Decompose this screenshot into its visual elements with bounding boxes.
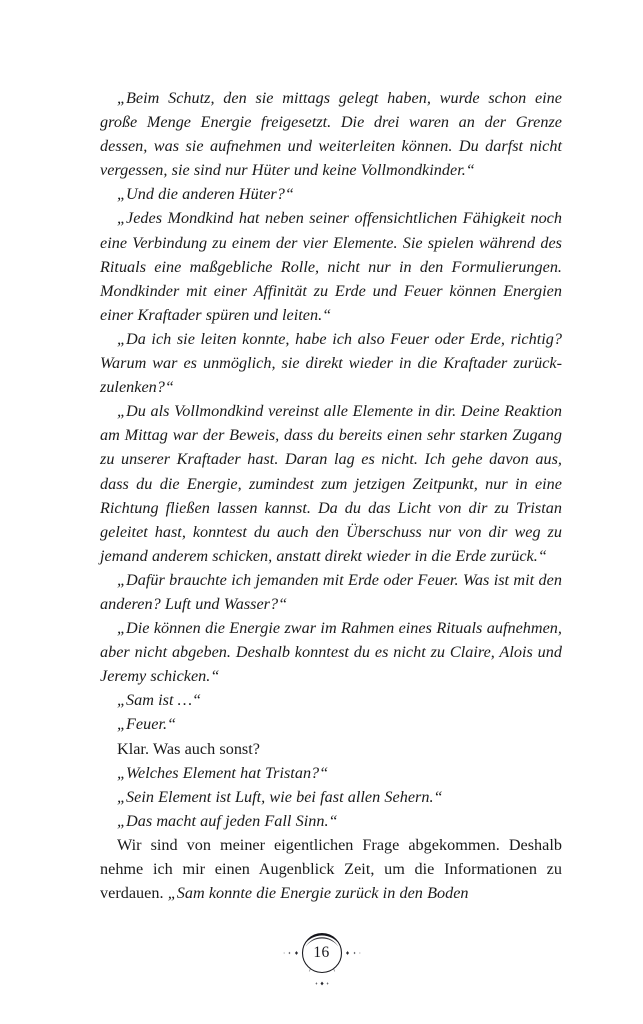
paragraph-dialogue-9: „Feuer.“ — [117, 715, 177, 734]
paragraph-dialogue-12: „Das macht auf jeden Fall Sinn.“ — [117, 811, 338, 830]
crescent-moon-circle-icon — [262, 922, 382, 1002]
sparkle-right-icon — [346, 951, 361, 955]
paragraph-dialogue-8: „Sam ist …“ — [117, 691, 202, 710]
paragraph-narration-2-roman: Wir sind von meiner eigentlichen Frage abgekommen. Deshalb nehme ich mir einen Augenblick Zeit, um die Informationen zu verdauen. — [100, 835, 562, 903]
paragraph-narration-1: Klar. Was auch sonst? — [117, 739, 260, 758]
paragraph-narration-2-italic: „Sam konnte die Energie zurück in den Boden — [167, 884, 469, 903]
paragraph-dialogue-3: „Jedes Mondkind hat neben seiner offensichtlichen Fähigkeit noch eine Verbindung zu einem der vier Elemente. Sie spielen während des Rituals eine maßgebliche Rolle, nicht nur in den Formulierungen. Mondkinder mit einer Affinität zu Erde und Feuer können Energien einer Kraftader spüren und leiten.“ — [100, 209, 562, 324]
paragraph-dialogue-1: „Beim Schutz, den sie mittags gelegt haben, wurde schon eine große Menge Energie freigesetzt. Die drei waren an der Grenze dessen, was sie aufnehmen und weiterleiten können. Du darfst nicht vergessen, sie sind nur Hüter und keine Vollmondkinder.“ — [100, 89, 562, 180]
paragraph-dialogue-5: „Du als Vollmondkind vereinst alle Elemente in dir. Deine Reaktion am Mittag war der Beweis, dass du bereits einen sehr starken Zugang zu unserer Kraftader hast. Daran lag es nicht. Ich gehe davon aus, dass du die Energie, zumindest zum jetzigen Zeitpunkt, nur in eine Richtung fließen lassen kannst. Da du das Licht von dir zu Tristan geleitet hast, konntest du auch den Überschuss nur von dir weg zu jemand anderem schicken, anstatt direkt wieder in die Erde zurück.“ — [100, 402, 562, 565]
folio-ornament — [262, 922, 382, 1002]
sparkle-bottom-icon — [315, 982, 328, 986]
paragraph-narration-2 — [100, 833, 562, 905]
page-footer — [0, 922, 643, 1002]
paragraph-dialogue-2: „Und die anderen Hüter?“ — [117, 185, 294, 204]
paragraph-dialogue-11: „Sein Element ist Luft, wie bei fast allen Sehern.“ — [117, 787, 443, 806]
paragraph-dialogue-10: „Welches Element hat Tristan?“ — [117, 763, 329, 782]
sparkle-left-icon — [283, 951, 298, 955]
paragraph-dialogue-6: „Dafür brauchte ich jemanden mit Erde oder Feuer. Was ist mit den anderen? Luft und Wasser?“ — [100, 570, 562, 613]
page-number: 16 — [313, 944, 330, 961]
paragraph-dialogue-4: „Da ich sie leiten konnte, habe ich also Feuer oder Erde, richtig? Warum war es unmöglich, sie direkt wieder in die Kraftader zurückzulenken?“ — [100, 329, 562, 397]
body-text-block — [100, 86, 562, 905]
paragraph-dialogue-7: „Die können die Energie zwar im Rahmen eines Rituals aufnehmen, aber nicht abgeben. Deshalb konntest du es nicht zu Claire, Alois und Jeremy schicken.“ — [100, 619, 562, 686]
